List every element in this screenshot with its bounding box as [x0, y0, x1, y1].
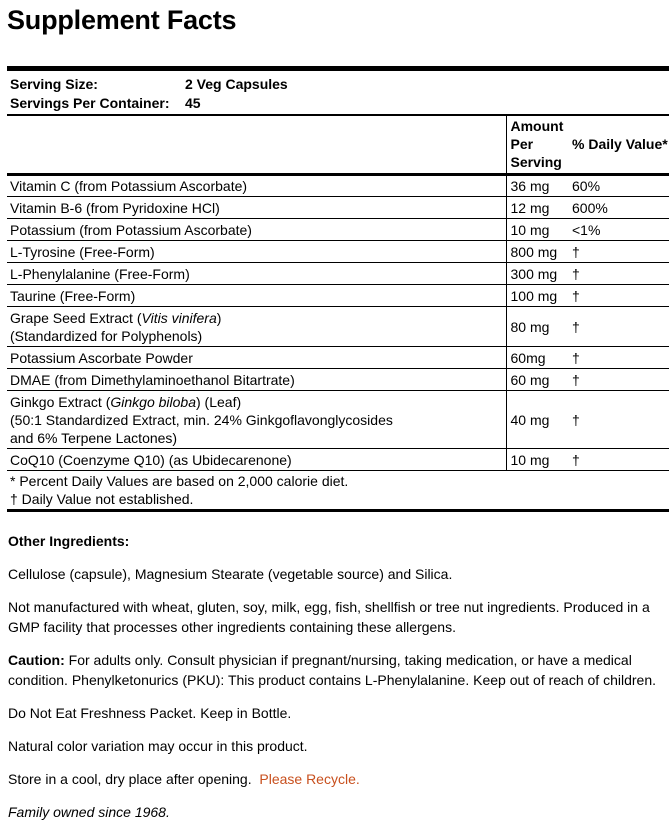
family-owned-statement: Family owned since 1968. [8, 804, 170, 820]
ingredient-dv: <1% [572, 219, 669, 241]
nutrient-table [7, 116, 669, 471]
table-row [7, 391, 669, 449]
servings-per-container-value: 45 [185, 95, 201, 111]
table-row [7, 175, 669, 197]
serving-size-label: Serving Size: [10, 76, 98, 92]
table-row [7, 263, 669, 285]
storage-statement: Store in a cool, dry place after opening. Please Recycle. [8, 771, 360, 787]
ingredient-name: L-Tyrosine (Free-Form) [7, 241, 506, 263]
footnotes [7, 471, 669, 512]
ingredient-dv: † [572, 369, 669, 391]
table-row [7, 347, 669, 369]
table-row [7, 285, 669, 307]
supplement-facts-panel [7, 66, 669, 512]
ingredient-dv: 60% [572, 175, 669, 197]
allergen-statement: Not manufactured with wheat, gluten, soy, milk, egg, fish, shellfish or tree nut ingredients. Produced in a GMP facility that processes other ingredients containing these allergens. [8, 599, 650, 635]
ingredient-amount: 80 mg [506, 307, 572, 347]
caution-text: For adults only. Consult physician if pregnant/nursing, taking medication, or have a medical condition. Phenylketonurics (PKU): This product contains L-Phenylalanine. Keep out of reach of children. [8, 652, 656, 688]
ingredient-name: Potassium Ascorbate Powder [7, 347, 506, 369]
ingredient-amount: 10 mg [506, 219, 572, 241]
ingredient-dv: † [572, 391, 669, 449]
servings-per-container-label: Servings Per Container: [10, 95, 170, 111]
other-ingredients-text: Cellulose (capsule), Magnesium Stearate (vegetable source) and Silica. [8, 566, 453, 582]
ingredient-dv: † [572, 307, 669, 347]
footnote-dv-not-established: † Daily Value not established. [10, 491, 194, 507]
ingredient-amount: 36 mg [506, 175, 572, 197]
ingredient-name: Grape Seed Extract (Vitis vinifera) (Standardized for Polyphenols) [7, 307, 506, 347]
daily-value-header: % Daily Value* [572, 116, 669, 175]
page-title: Supplement Facts [7, 5, 237, 35]
ingredient-amount: 300 mg [506, 263, 572, 285]
ingredient-dv: † [572, 285, 669, 307]
recycle-note: Please Recycle [259, 771, 356, 787]
table-row [7, 307, 669, 347]
caution-statement [8, 650, 668, 690]
ingredient-dv: † [572, 347, 669, 369]
servings-per-container-row [7, 94, 669, 113]
freshness-statement: Do Not Eat Freshness Packet. Keep in Bottle. [8, 705, 292, 721]
table-row [7, 241, 669, 263]
table-row [7, 219, 669, 241]
ingredient-name: Potassium (from Potassium Ascorbate) [7, 219, 506, 241]
ingredient-amount: 800 mg [506, 241, 572, 263]
ingredient-dv: 600% [572, 197, 669, 219]
other-information [8, 531, 668, 829]
ingredient-name: Taurine (Free-Form) [7, 285, 506, 307]
color-variation-statement: Natural color variation may occur in this product. [8, 738, 308, 754]
ingredient-name: CoQ10 (Coenzyme Q10) (as Ubidecarenone) [7, 449, 506, 471]
ingredient-amount: 60 mg [506, 369, 572, 391]
ingredient-amount: 12 mg [506, 197, 572, 219]
ingredient-dv: † [572, 241, 669, 263]
table-row [7, 197, 669, 219]
caution-label: Caution: [8, 652, 65, 668]
ingredient-dv: † [572, 449, 669, 471]
footnote-percent-dv: * Percent Daily Values are based on 2,000 calorie diet. [10, 473, 349, 489]
ingredient-name: DMAE (from Dimethylaminoethanol Bitartrate) [7, 369, 506, 391]
serving-size-value: 2 Veg Capsules [185, 76, 288, 92]
amount-per-serving-header: Amount Per Serving [506, 116, 572, 175]
ingredient-amount: 100 mg [506, 285, 572, 307]
table-row [7, 449, 669, 471]
table-row [7, 369, 669, 391]
ingredient-amount: 40 mg [506, 391, 572, 449]
serving-size-row [7, 75, 669, 94]
ingredient-amount: 60mg [506, 347, 572, 369]
ingredient-amount: 10 mg [506, 449, 572, 471]
ingredient-name: Vitamin B-6 (from Pyridoxine HCl) [7, 197, 506, 219]
table-header-row [7, 116, 669, 175]
other-ingredients-heading: Other Ingredients: [8, 533, 130, 549]
ingredient-dv: † [572, 263, 669, 285]
ingredient-name: Ginkgo Extract (Ginkgo biloba) (Leaf) (50:1 Standardized Extract, min. 24% Ginkgoflavonglycosides and 6% Terpene Lactones) [7, 391, 506, 449]
ingredient-name: Vitamin C (from Potassium Ascorbate) [7, 175, 506, 197]
ingredient-name: L-Phenylalanine (Free-Form) [7, 263, 506, 285]
serving-info [7, 71, 669, 116]
